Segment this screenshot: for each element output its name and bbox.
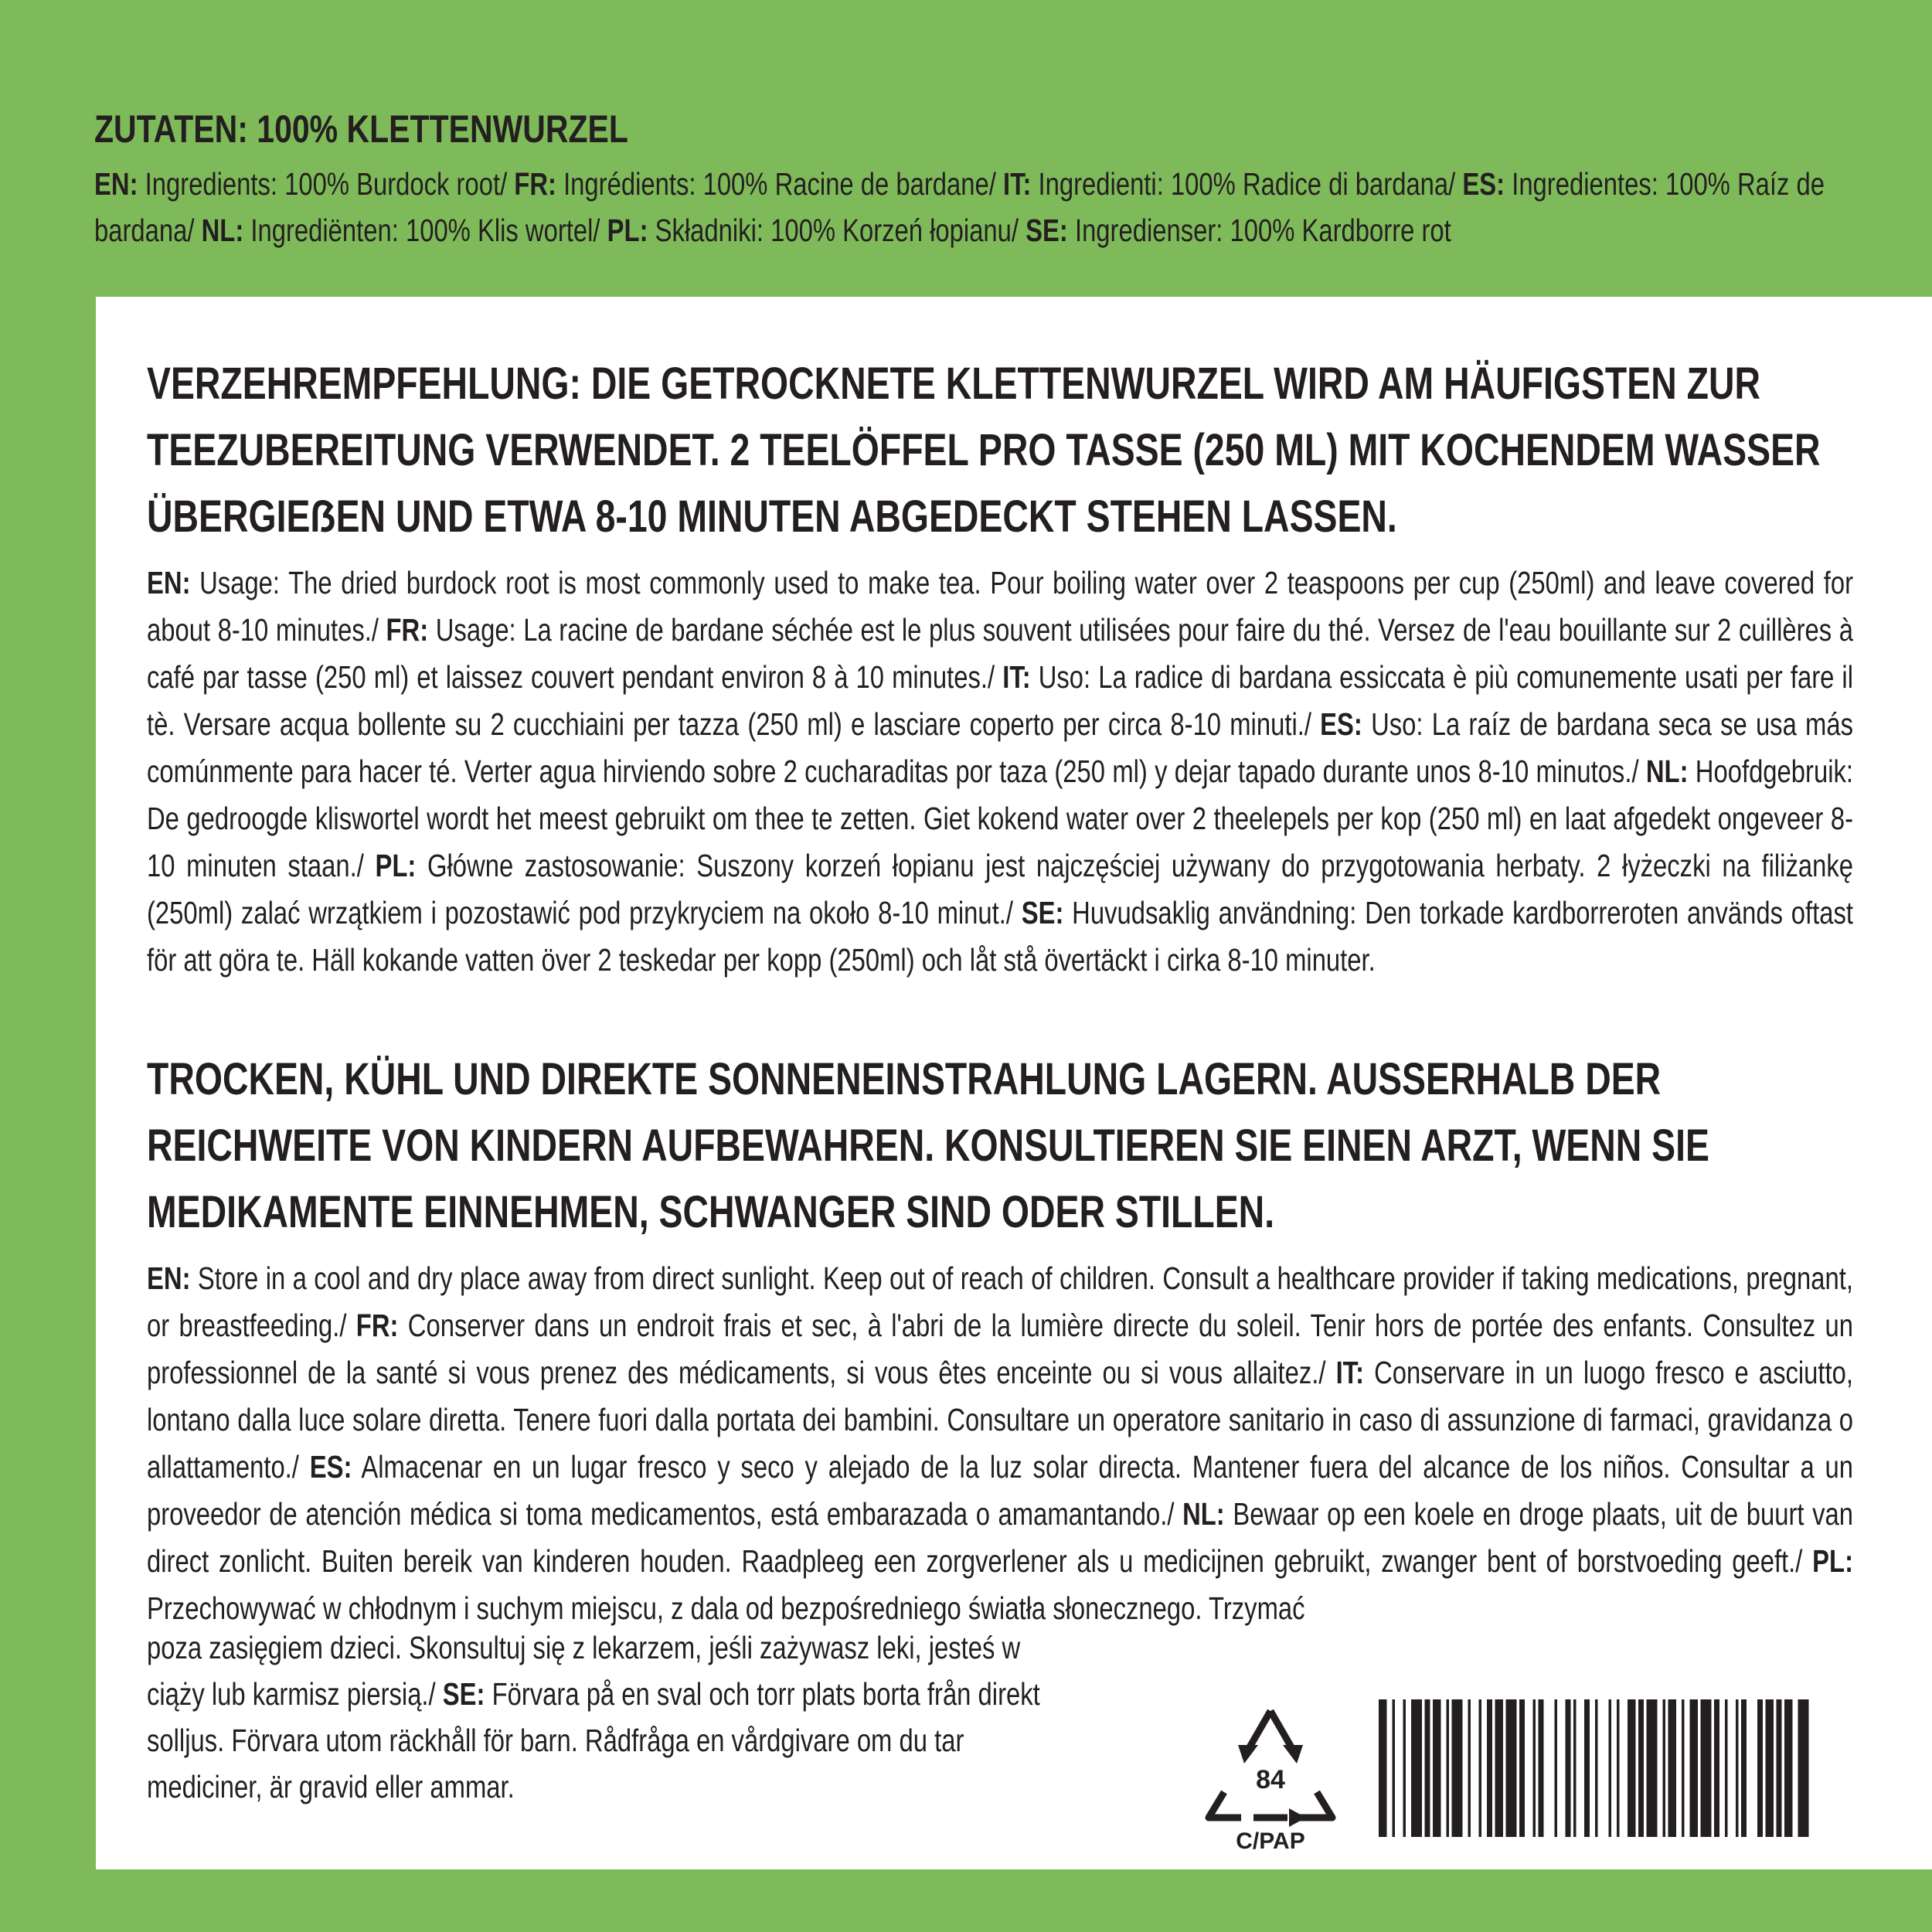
translation-text: Ingredients: 100% Burdock root/: [138, 166, 515, 202]
barcode-bar-5: [1433, 1699, 1441, 1837]
translation-text: Ingredientes: 100% Raíz de bardana/: [94, 166, 1825, 248]
translation-text: Bewaar op een koele en droge plaats, uit de buurt van direct zonlicht. Buiten bereik van kinderen houden. Raadpleeg een zorgverlener als u medicijnen gebruikt, zwanger bent of borstvoeding geeft./: [147, 1496, 1853, 1579]
barcode-bar-31: [1714, 1699, 1719, 1837]
translation-text: Przechowywać w chłodnym i suchym miejscu, z dala od bezpośredniego światła słonecznego. Trzymać: [147, 1590, 1305, 1626]
ingredients-heading: ZUTATEN: 100% KLETTENWURZEL: [94, 107, 628, 151]
language-code: FR:: [355, 1308, 399, 1343]
barcode-bar-6: [1447, 1699, 1450, 1837]
storage-translations-tail: [147, 1624, 1043, 1810]
barcode-bar-30: [1701, 1699, 1712, 1837]
translation-text: Usage: La racine de bardane séchée est le plus souvent utilisées pour faire du thé. Versez de l'eau bouillante sur 2 cuillères à café par tasse (250 ml) et laissez couvert pendant environ 8 à 10 minutes./: [147, 612, 1853, 695]
language-code: NL:: [201, 213, 244, 248]
barcode-bar-16: [1555, 1699, 1558, 1837]
barcode-bar-8: [1468, 1699, 1471, 1837]
translation-text: Store in a cool and dry place away from direct sunlight. Keep out of reach of children. Consult a healthcare provider if taking medications, pregnant, or breastfeeding./: [147, 1260, 1853, 1343]
barcode-bar-24: [1638, 1699, 1644, 1837]
barcode-bar-19: [1584, 1699, 1590, 1837]
language-code: PL:: [1812, 1543, 1853, 1579]
barcode-bar-26: [1663, 1699, 1666, 1837]
recycle-icon: [1193, 1696, 1348, 1850]
language-code: SE:: [1021, 895, 1064, 930]
barcode-bar-20: [1595, 1699, 1598, 1837]
language-code: IT:: [1002, 166, 1032, 202]
recycle-number: 84: [1256, 1765, 1285, 1794]
language-code: SE:: [442, 1676, 485, 1712]
barcode-bar-10: [1487, 1699, 1492, 1837]
language-code: FR:: [386, 612, 429, 648]
translation-text: Conservare in un luogo fresco e asciutto, lontano dalla luce solare diretta. Tenere fuori dalla portata dei bambini. Consultare un operatore sanitario in caso di assunzione di farmaci, gravidanza o allattamento./: [147, 1355, 1853, 1485]
storage-section: [147, 1046, 1855, 1632]
translation-text: Składniki: 100% Korzeń łopianu/: [648, 213, 1026, 248]
barcode-bar-32: [1725, 1699, 1728, 1837]
translation-text: Ingrédients: 100% Racine de bardane/: [556, 166, 1003, 202]
language-code: ES:: [1462, 166, 1505, 202]
translation-text: Huvudsaklig användning: Den torkade kardborreroten används oftast för att göra te. Häll kokande vatten över 2 teskedar per kopp (250ml) och låt stå övertäckt i cirka 8-10 minuter.: [147, 895, 1853, 978]
barcode-bar-9: [1479, 1699, 1482, 1837]
barcode-bar-3: [1411, 1699, 1422, 1837]
barcode-bar-14: [1533, 1699, 1536, 1837]
usage-translations: [147, 560, 1853, 984]
ingredients-translations: [94, 161, 1862, 253]
language-code: EN:: [147, 1260, 191, 1296]
barcode-bar-12: [1506, 1699, 1517, 1837]
barcode: [1379, 1699, 1811, 1837]
barcode-bar-35: [1757, 1699, 1763, 1837]
barcode-bar-23: [1628, 1699, 1636, 1837]
barcode-bar-4: [1425, 1699, 1430, 1837]
storage-translations: [147, 1255, 1853, 1632]
translation-text: Hoofdgebruik: De gedroogde kliswortel wordt het meest gebruikt om thee te zetten. Giet kokend water over 2 theelepels per kop (250 ml) en laat afgedekt ongeveer 8-10 minuten staan./: [147, 753, 1853, 883]
translation-text: Ingredienti: 100% Radice di bardana/: [1031, 166, 1463, 202]
barcode-bar-33: [1736, 1699, 1739, 1837]
translation-text: Conserver dans un endroit frais et sec, à l'abri de la lumière directe du soleil. Tenir hors de portée des enfants. Consultez un professionnel de la santé si vous prenez des médicaments, si vous êtes enceinte ou si vous allaitez./: [147, 1308, 1854, 1390]
language-code: FR:: [514, 166, 556, 202]
barcode-bar-25: [1647, 1699, 1658, 1837]
translation-text: Ingrediënten: 100% Klis wortel/: [243, 213, 607, 248]
translation-text: poza zasięgiem dzieci. Skonsultuj się z lekarzem, jeśli zażywasz leki, jesteś w ciąży lub karmisz piersią./: [147, 1630, 1021, 1712]
barcode-bar-1: [1393, 1699, 1396, 1837]
storage-headline: TROCKEN, KÜHL UND DIREKTE SONNENEINSTRAHLUNG LAGERN. AUSSERHALB DER REICHWEITE VON KINDERN AUFBEWAHREN. KONSULTIEREN SIE EINEN ARZT, WENN SIE MEDIKAMENTE EINNEHMEN, SCHWANGER SIND ODER STILLEN.: [147, 1054, 1709, 1237]
barcode-bar-13: [1519, 1699, 1525, 1837]
language-code: PL:: [607, 213, 648, 248]
ingredients-section: [94, 107, 1856, 253]
usage-headline: VERZEHREMPFEHLUNG: DIE GETROCKNETE KLETTENWURZEL WIRD AM HÄUFIGSTEN ZUR TEEZUBEREITUNG VERWENDET. 2 TEELÖFFEL PRO TASSE (250 ML) MIT KOCHENDEM WASSER ÜBERGIEẞEN UND ETWA 8-10 MINUTEN ABGEDECKT STEHEN LASSEN.: [147, 359, 1821, 542]
barcode-bar-11: [1495, 1699, 1504, 1837]
language-code: EN:: [94, 166, 138, 202]
barcode-bar-27: [1668, 1699, 1677, 1837]
barcode-bar-39: [1798, 1699, 1809, 1837]
language-code: ES:: [1320, 706, 1362, 742]
barcode-bar-37: [1777, 1699, 1782, 1837]
usage-section: [147, 351, 1855, 984]
language-code: IT:: [1002, 659, 1031, 695]
language-code: SE:: [1026, 213, 1068, 248]
translation-text: Ingredienser: 100% Kardborre rot: [1067, 213, 1451, 248]
barcode-bar-18: [1573, 1699, 1577, 1837]
barcode-bar-34: [1741, 1699, 1747, 1837]
translation-text: Uso: La raíz de bardana seca se usa más comúnmente para hacer té. Verter agua hirviendo sobre 2 cucharaditas por taza (250 ml) y dejar tapado durante unos 8-10 minutos./: [147, 706, 1853, 789]
barcode-bar-36: [1766, 1699, 1774, 1837]
barcode-bar-38: [1784, 1699, 1793, 1837]
barcode-bar-17: [1566, 1699, 1571, 1837]
barcode-bar-0: [1379, 1699, 1387, 1837]
barcode-bar-7: [1452, 1699, 1463, 1837]
language-code: NL:: [1645, 753, 1689, 789]
language-code: IT:: [1335, 1355, 1364, 1390]
translation-text: Usage: The dried burdock root is most commonly used to make tea. Pour boiling water over 2 teaspoons per cup (250ml) and leave covered for about 8-10 minutes./: [147, 565, 1853, 648]
recycle-label: C/PAP: [1236, 1828, 1305, 1850]
language-code: EN:: [147, 565, 191, 600]
language-code: ES:: [309, 1449, 352, 1485]
barcode-bar-28: [1682, 1699, 1685, 1837]
barcode-bar-21: [1609, 1699, 1612, 1837]
barcode-bar-29: [1690, 1699, 1699, 1837]
language-code: NL:: [1182, 1496, 1225, 1532]
translation-text: Uso: La radice di bardana essiccata è più comunemente usati per fare il tè. Versare acqua bollente su 2 cucchiaini per tazza (250 ml) e lasciare coperto per circa 8-10 minuti./: [147, 659, 1853, 742]
barcode-bar-2: [1403, 1699, 1406, 1837]
barcode-bar-15: [1539, 1699, 1544, 1837]
language-code: PL:: [375, 848, 417, 883]
translation-text: Główne zastosowanie: Suszony korzeń łopianu jest najczęściej używany do przygotowania herbaty. 2 łyżeczki na filiżankę (250ml) zalać wrzątkiem i pozostawić pod przykryciem na około 8-10 minut./: [147, 848, 1853, 930]
translation-text: Förvara på en sval och torr plats borta från direkt solljus. Förvara utom räckhåll för barn. Rådfråga en vårdgivare om du tar mediciner, är gravid eller ammar.: [147, 1676, 1040, 1804]
barcode-bar-22: [1617, 1699, 1620, 1837]
translation-text: Almacenar en un lugar fresco y seco y alejado de la luz solar directa. Mantener fuera del alcance de los niños. Consultar a un proveedor de atención médica si toma medicamentos, está embarazada o amamantando./: [147, 1449, 1854, 1532]
info-panel: [96, 297, 1932, 1869]
